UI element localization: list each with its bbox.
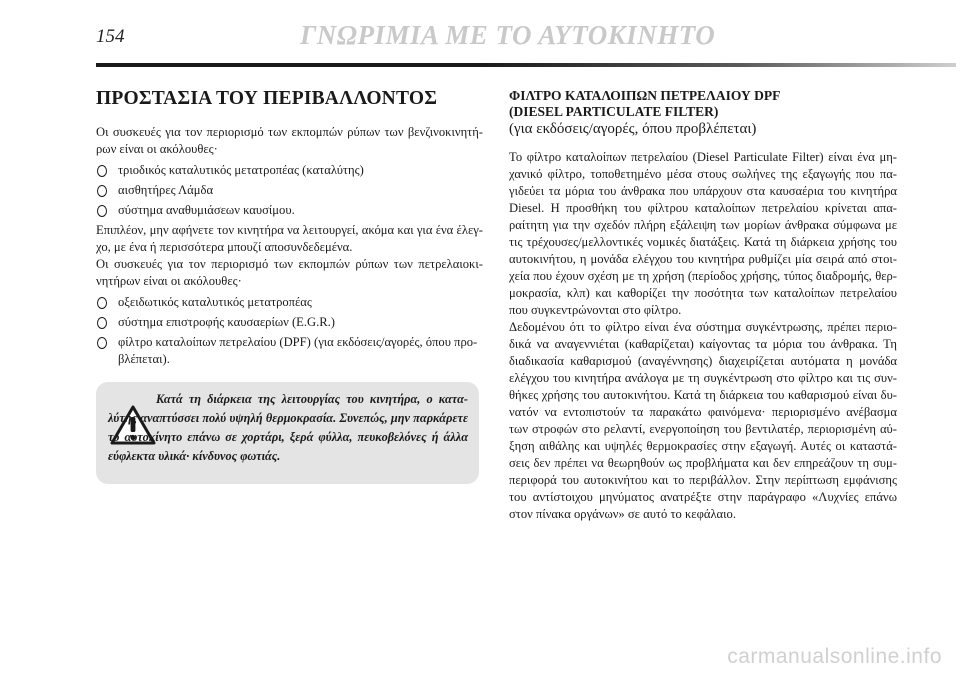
section-heading-environment: ΠΡΟΣΤΑΣΙΑ ΤΟΥ ΠΕΡΙΒΑΛΛΟΝΤΟΣ bbox=[96, 88, 438, 109]
diesel-devices-list bbox=[96, 294, 483, 368]
bullet-icon bbox=[97, 337, 107, 349]
list-item: σύστημα επιστροφής καυσαερίων (E.G.R.) bbox=[96, 314, 483, 331]
list-item: οξειδωτικός καταλυτικός μετατροπέας bbox=[96, 294, 483, 311]
list-item: τριοδικός καταλυτικός μετατροπέας (καταλύτης) bbox=[96, 162, 483, 179]
bullet-icon bbox=[97, 165, 107, 177]
spark-plug-note: Επιπλέον, μην αφήνετε τον κινητήρα να λειτουργεί, ακόμα και για ένα έλεγ-χο, με ένα ή περισσότερα μπουζί αποσυνδεδεμένα. bbox=[96, 223, 483, 254]
bullet-icon bbox=[97, 317, 107, 329]
dpf-paragraph-2: Δεδομένου ότι το φίλτρο είναι ένα σύστημα συγκέντρωσης, πρέπει περιο-δικά να αναγεννιέται (καθαρίζεται) καίγοντας τα μόρια του άνθρακα. Τη διαδικασία καθαρισμού (αναγέννησης) διαχειρίζεται αυτόματα η μονάδα ελέγχου του κινητήρα ανάλογα με τη συγκέντρωση στο φίλτρο και τις συν-θήκες χρήσης του αυτοκινήτου. Κατά τη διάρκεια του καθαρισμού είναι δυ-νατόν να εντοπιστούν τα παρακάτω φαινόμενα· περιορισμένο ανέβασμα των στροφών στο ρελαντί, ενεργοποίηση του βεντιλατέρ, περιορισμένη αύ-ξηση αιθάλης και υψηλές θερμοκρασίες στην εξαγωγή. Αυτές οι καταστά-σεις δεν πρέπει να θεωρηθούν ως προβλήματα και δεν επηρεάζουν τη συμ-περιφορά του αυτοκινήτου και το περιβάλλον. Στην περίπτωση εμφάνισης του αντίστοιχου μηνύματος ανατρέξτε στην παράγραφο «Λυχνίες επάνω στον πίνακα οργάνων» σε αυτό το κεφάλαιο. bbox=[509, 320, 897, 521]
list-item: φίλτρο καταλοίπων πετρελαίου (DPF) (για εκδόσεις/αγορές, όπου προ-βλέπεται). bbox=[96, 334, 483, 368]
bullet-icon bbox=[97, 297, 107, 309]
petrol-devices-list bbox=[96, 162, 483, 219]
warning-text: Κατά τη διάρκεια της λειτουργίας του κινητήρα, ο κατα-λύτης αναπτύσσει πολύ υψηλή θερμοκρασία. Συνεπώς, μην παρκάρετε το αυτοκίνητο επάνω σε χορτάρι, ξερά φύλλα, πευκοβελόνες ή άλλα εύφλεκτα υλικά· κίνδυνος φωτιάς. bbox=[108, 392, 468, 463]
page-number: 154 bbox=[96, 26, 125, 47]
dpf-heading-scope: (για εκδόσεις/αγορές, όπου προβλέπεται) bbox=[509, 121, 757, 137]
left-column bbox=[96, 88, 483, 371]
warning-box bbox=[96, 382, 479, 484]
bullet-icon bbox=[97, 185, 107, 197]
watermark: carmanualsonline.info bbox=[727, 645, 942, 668]
petrol-intro: Οι συσκευές για τον περιορισμό των εκπομπών ρύπων των βενζινοκινητή-ρων είναι οι ακόλουθες· bbox=[96, 125, 483, 156]
list-item: σύστημα αναθυμιάσεων καυσίμου. bbox=[96, 202, 483, 219]
bullet-icon bbox=[97, 205, 107, 217]
dpf-paragraph-1: Το φίλτρο καταλοίπων πετρελαίου (Diesel Particulate Filter) είναι ένα μη-χανικό φίλτρο, τοποθετημένο μέσα στους σωλήνες της εξαγωγής που πα-γιδεύει τα μόρια του άνθρακα που υπάρχουν στα καυσαέρια του κινητήρα Diesel. Η προσθήκη του φίλτρου καταλοίπων πετρελαίου κρίνεται απα-ραίτητη για την σχεδόν πλήρη εξάλειψη των μορίων άνθρακα σύμφωνα με τις τρέχουσες/μελλοντικές νομικές διατάξεις. Κατά τη διάρκεια χρήσης του αυτοκινήτου, η μονάδα ελέγχου του κινητήρα ρυθμίζει μία σειρά από στοι-χεία που έχουν σχέση με τη χρήση (περίοδος χρήσης, τύπος διαδρομής, θερ-μοκρασία, κλπ) και καθορίζει την ποσότητα των καταλοίπων πετρελαίου που συγκεντρώνονται στο φίλτρο. bbox=[509, 150, 897, 317]
header-rule bbox=[96, 63, 956, 67]
diesel-intro: Οι συσκευές για τον περιορισμό των εκπομπών ρύπων των πετρελαιοκι-νητήρων είναι οι ακόλουθες· bbox=[96, 257, 483, 288]
dpf-heading: ΦΙΛΤΡΟ ΚΑΤΑΛΟΙΠΩΝ ΠΕΤΡΕΛΑΙΟΥ DPF bbox=[509, 88, 781, 103]
chapter-title: ΓΝΩΡΙΜΙΑ ΜΕ ΤΟ ΑΥΤΟΚΙΝΗΤΟ bbox=[300, 20, 716, 50]
right-column bbox=[509, 88, 897, 523]
dpf-heading-sub: (DIESEL PARTICULATE FILTER) bbox=[509, 104, 719, 119]
list-item: αισθητήρες Λάμδα bbox=[96, 182, 483, 199]
